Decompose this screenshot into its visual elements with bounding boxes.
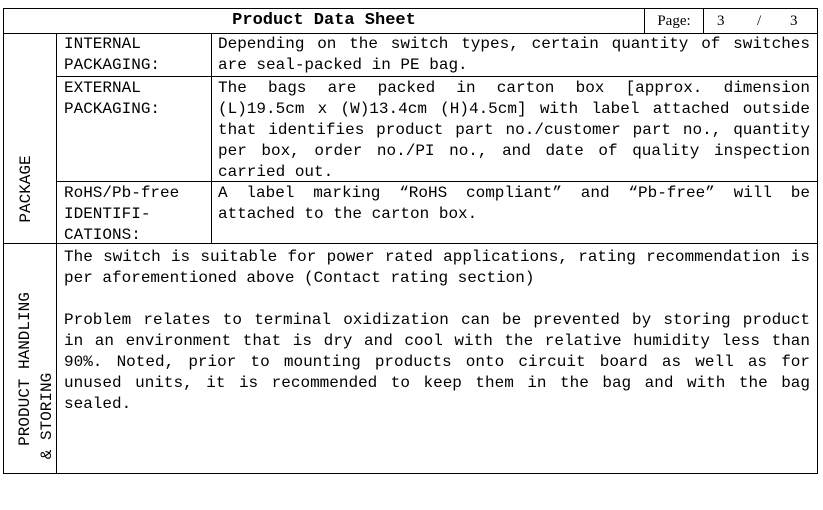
external-packaging-text: The bags are packed in carton box [approx. dimension (L)19.5cm x (W)13.4cm (H)4.5cm] with label attached outside that identifies product part no./customer part no., quantity per box, order no./PI no., and date of quality inspection carried out. — [218, 79, 810, 181]
handling-section-label-line1: PRODUCT HANDLING — [16, 292, 34, 446]
handling-section-label-line2: & STORING — [38, 372, 56, 460]
rohs-identification-label: RoHS/Pb-free IDENTIFI- CATIONS: — [64, 184, 180, 244]
rohs-identification-text: A label marking “RoHS compliant” and “Pb-free” will be attached to the carton box. — [218, 184, 810, 223]
page-current: 3 — [717, 13, 725, 29]
page-total: 3 — [790, 13, 798, 29]
external-packaging-label: EXTERNAL PACKAGING: — [64, 79, 161, 118]
sheet-title: Product Data Sheet — [232, 11, 416, 30]
product-data-sheet — [3, 8, 818, 474]
page-label: Page: — [657, 13, 691, 29]
page-number — [704, 9, 817, 33]
package-section-label: PACKAGE — [17, 155, 35, 223]
page-separator: / — [757, 13, 762, 29]
internal-packaging-label: INTERNAL PACKAGING: — [64, 35, 161, 74]
package-row-divider-1 — [56, 76, 817, 77]
handling-paragraph-1: The switch is suitable for power rated applications, rating recommendation is per aforementioned above (Contact rating section) — [64, 248, 810, 287]
internal-packaging-text: Depending on the switch types, certain quantity of switches are seal-packed in PE bag. — [218, 35, 810, 74]
handling-paragraph-2: Problem relates to terminal oxidization can be prevented by storing product in an environment that is dry and cool with the relative humidity less than 90%. Noted, prior to mounting products onto circuit board as well as for unused units, it is recommended to keep them in the bag and with the bag sealed. — [64, 311, 810, 413]
page-divider-2 — [703, 9, 704, 33]
page-divider-1 — [644, 9, 645, 33]
